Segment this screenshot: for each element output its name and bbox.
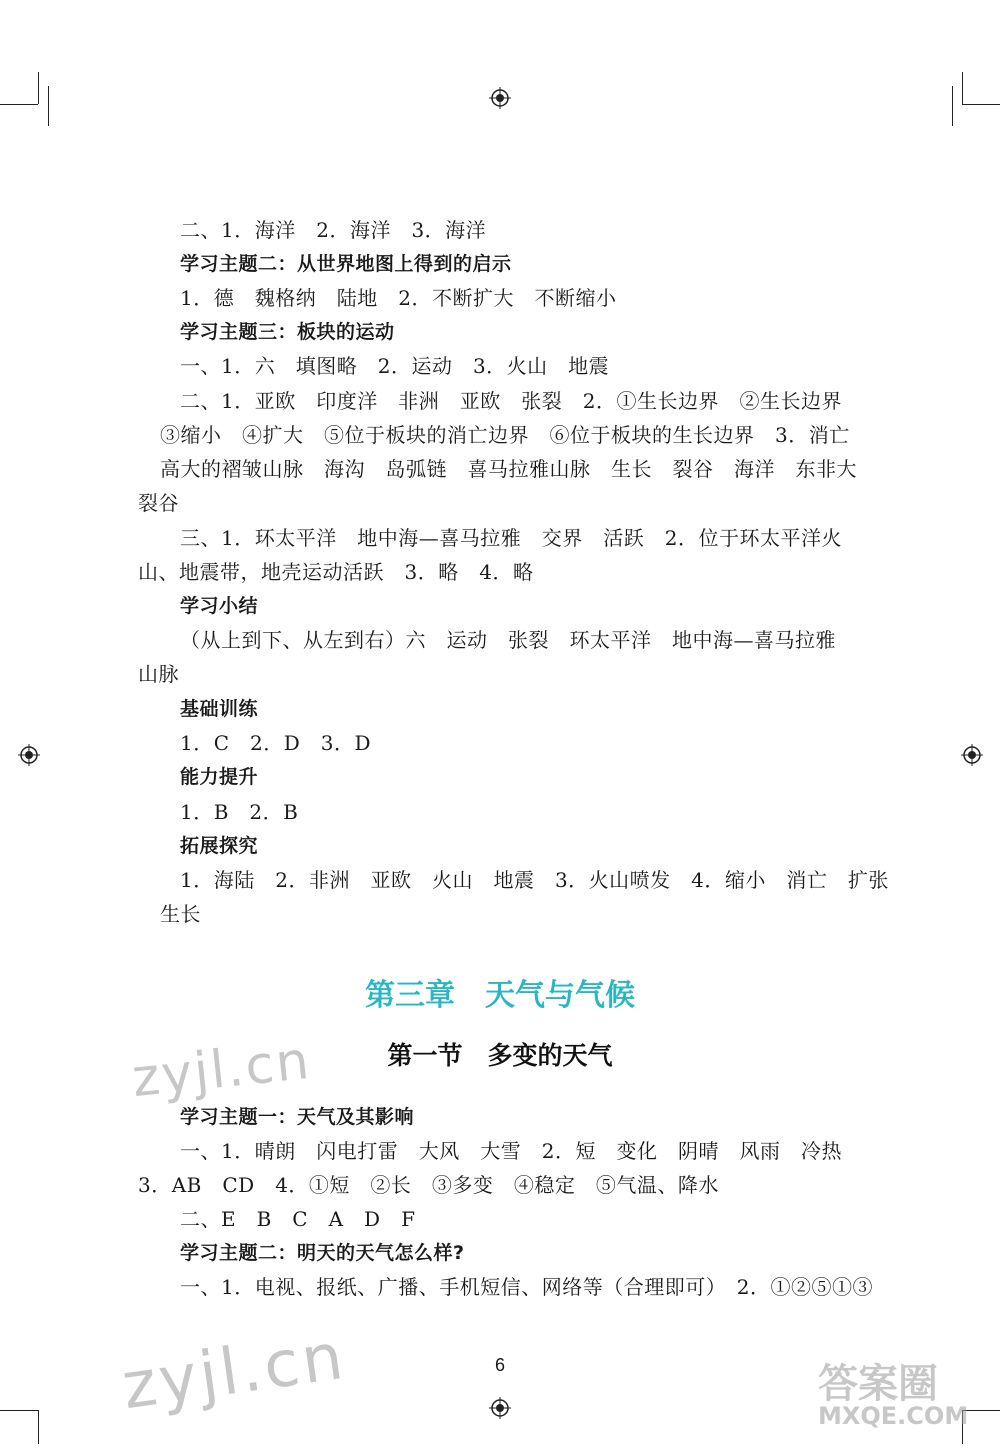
section-title: 第一节 多变的天气 [387, 1041, 613, 1070]
answer-line: 山脉 [138, 662, 179, 686]
topic-heading: 能力提升 [180, 766, 259, 788]
answer-line: 山、地震带，地壳运动活跃 3．略 4．略 [138, 560, 534, 584]
crop-mark [962, 72, 963, 104]
crop-mark [38, 1410, 39, 1444]
watermark: zyjl.cn [117, 1319, 351, 1425]
crop-mark [962, 104, 1000, 105]
crop-mark [48, 86, 49, 126]
answer-line: 二、1．亚欧 印度洋 非洲 亚欧 张裂 2．①生长边界 ②生长边界 [180, 389, 842, 413]
answer-line: 生长 [160, 902, 201, 926]
topic-heading: 学习主题二：从世界地图上得到的启示 [180, 253, 512, 275]
answer-line: 一、1．晴朗 闪电打雷 大风 大雪 2．短 变化 阴晴 风雨 冷热 [180, 1139, 842, 1163]
answer-line: ③缩小 ④扩大 ⑤位于板块的消亡边界 ⑥位于板块的生长边界 3．消亡 [160, 423, 850, 447]
crop-mark [952, 86, 953, 126]
answer-line: 一、1．电视、报纸、广播、手机短信、网络等（合理即可） 2．①②⑤①③ [180, 1275, 873, 1299]
topic-heading: 学习主题一：天气及其影响 [180, 1106, 415, 1128]
answer-line: 一、1．六 填图略 2．运动 3．火山 地震 [180, 354, 610, 378]
answer-line: 二、E B C A D F [180, 1207, 416, 1231]
topic-heading: 学习主题三：板块的运动 [180, 321, 395, 343]
watermark: zyjl.cn [129, 1030, 314, 1110]
crop-mark [0, 1410, 38, 1411]
registration-mark-icon [489, 1397, 511, 1419]
chapter-title: 第三章 天气与气候 [365, 978, 635, 1013]
registration-mark-icon [489, 87, 511, 109]
answer-line: 裂谷 [138, 491, 179, 515]
answer-line: 1．B 2．B [180, 800, 299, 824]
watermark: 答案圈 [818, 1361, 938, 1407]
answer-line: 3．AB CD 4．①短 ②长 ③多变 ④稳定 ⑤气温、降水 [138, 1173, 719, 1197]
crop-mark [0, 104, 38, 105]
answer-line: 1．德 魏格纳 陆地 2．不断扩大 不断缩小 [180, 286, 617, 310]
answer-line: 二、1．海洋 2．海洋 3．海洋 [180, 218, 487, 242]
crop-mark [38, 72, 39, 104]
topic-heading: 基础训练 [180, 698, 259, 720]
topic-heading: 学习小结 [180, 595, 259, 617]
answer-line: 1．海陆 2．非洲 亚欧 火山 地震 3．火山喷发 4．缩小 消亡 扩张 [180, 868, 889, 892]
answer-line: 高大的褶皱山脉 海沟 岛弧链 喜马拉雅山脉 生长 裂谷 海洋 东非大 [160, 457, 857, 481]
watermark: MXQE.COM [818, 1402, 969, 1430]
topic-heading: 拓展探究 [180, 835, 259, 857]
answer-line: 1．C 2．D 3．D [180, 731, 372, 755]
registration-mark-icon [961, 744, 983, 766]
topic-heading: 学习主题二：明天的天气怎么样? [180, 1242, 465, 1264]
answer-line: （从上到下、从左到右）六 运动 张裂 环太平洋 地中海—喜马拉雅 [180, 628, 836, 652]
answer-line: 三、1．环太平洋 地中海—喜马拉雅 交界 活跃 2．位于环太平洋火 [180, 526, 842, 550]
page-number: 6 [494, 1355, 505, 1375]
registration-mark-icon [18, 744, 40, 766]
